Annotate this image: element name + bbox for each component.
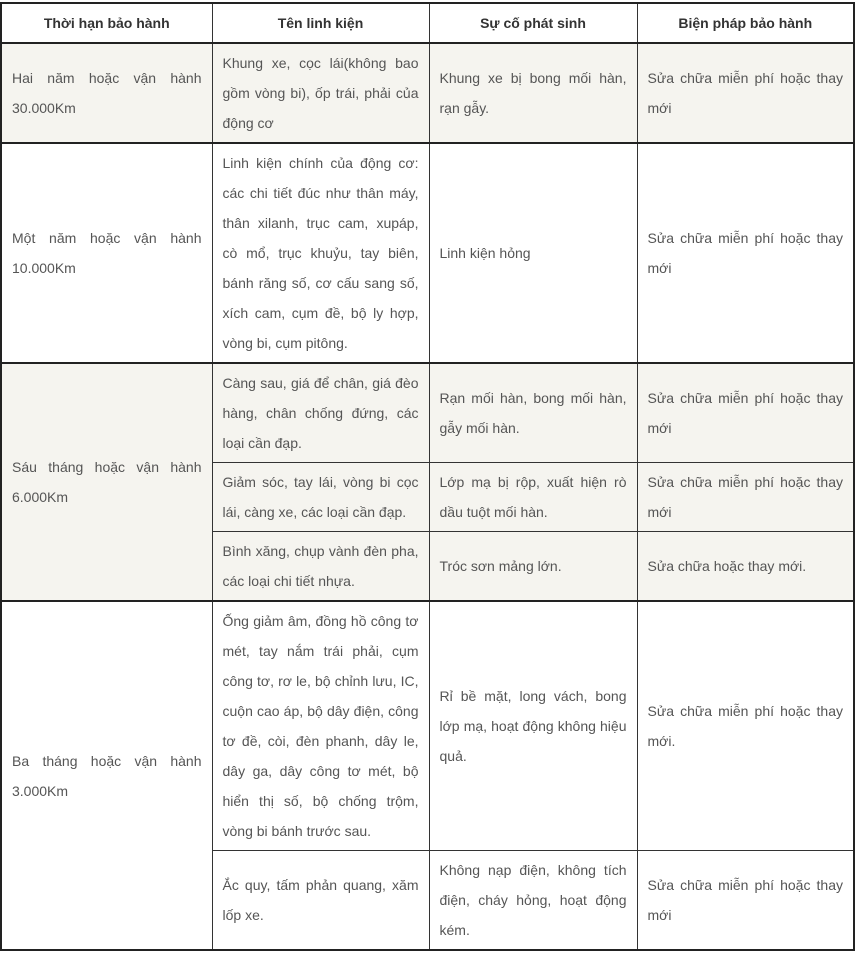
remedy-cell: Sửa chữa miễn phí hoặc thay mới	[637, 463, 854, 532]
component-cell: Giảm sóc, tay lái, vòng bi cọc lái, càng xe, các loại cần đạp.	[212, 463, 429, 532]
component-cell: Linh kiện chính của động cơ: các chi tiết đúc như thân máy, thân xilanh, trục cam, xupáp, cò mổ, trục khuỷu, tay biên, bánh răng số, cơ cấu sang số, xích cam, cụm đề, bộ ly hợp, vòng bi, cụm pitông.	[212, 143, 429, 363]
remedy-cell: Sửa chữa hoặc thay mới.	[637, 532, 854, 602]
issue-cell: Lớp mạ bị rộp, xuất hiện rò dầu tuột mối hàn.	[429, 463, 637, 532]
component-cell: Càng sau, giá để chân, giá đèo hàng, chân chống đứng, các loại cần đạp.	[212, 363, 429, 463]
remedy-cell: Sửa chữa miễn phí hoặc thay mới	[637, 851, 854, 951]
issue-cell: Không nạp điện, không tích điện, cháy hỏng, hoạt động kém.	[429, 851, 637, 951]
warranty-table	[0, 2, 855, 951]
component-cell: Khung xe, cọc lái(không bao gồm vòng bi), ốp trái, phải của động cơ	[212, 43, 429, 143]
issue-cell: Tróc sơn mảng lớn.	[429, 532, 637, 602]
column-header-component: Tên linh kiện	[212, 3, 429, 43]
column-header-remedy: Biện pháp bảo hành	[637, 3, 854, 43]
column-header-issue: Sự cố phát sinh	[429, 3, 637, 43]
component-cell: Ắc quy, tấm phản quang, xăm lốp xe.	[212, 851, 429, 951]
remedy-cell: Sửa chữa miễn phí hoặc thay mới	[637, 143, 854, 363]
period-cell: Hai năm hoặc vận hành 30.000Km	[1, 43, 212, 143]
period-cell: Một năm hoặc vận hành 10.000Km	[1, 143, 212, 363]
remedy-cell: Sửa chữa miễn phí hoặc thay mới	[637, 43, 854, 143]
table-row	[1, 363, 854, 463]
period-cell: Ba tháng hoặc vận hành 3.000Km	[1, 601, 212, 950]
remedy-cell: Sửa chữa miễn phí hoặc thay mới	[637, 363, 854, 463]
remedy-cell: Sửa chữa miễn phí hoặc thay mới.	[637, 601, 854, 851]
table-row	[1, 143, 854, 363]
period-cell: Sáu tháng hoặc vận hành 6.000Km	[1, 363, 212, 601]
table-row	[1, 43, 854, 143]
column-header-period: Thời hạn bảo hành	[1, 3, 212, 43]
issue-cell: Linh kiện hỏng	[429, 143, 637, 363]
component-cell: Ống giảm âm, đồng hồ công tơ mét, tay nắm trái phải, cụm công tơ, rơ le, bộ chỉnh lưu, IC, cuộn cao áp, bộ dây điện, công tơ đề, còi, đèn phanh, dây le, dây ga, dây công tơ mét, bộ hiển thị số, bộ chống trộm, vòng bi bánh trước sau.	[212, 601, 429, 851]
issue-cell: Khung xe bị bong mối hàn, rạn gẫy.	[429, 43, 637, 143]
issue-cell: Rạn mối hàn, bong mối hàn, gẫy mối hàn.	[429, 363, 637, 463]
component-cell: Bình xăng, chụp vành đèn pha, các loại chi tiết nhựa.	[212, 532, 429, 602]
issue-cell: Rỉ bề mặt, long vách, bong lớp mạ, hoạt động không hiệu quả.	[429, 601, 637, 851]
header-row	[1, 3, 854, 43]
table-row	[1, 601, 854, 851]
